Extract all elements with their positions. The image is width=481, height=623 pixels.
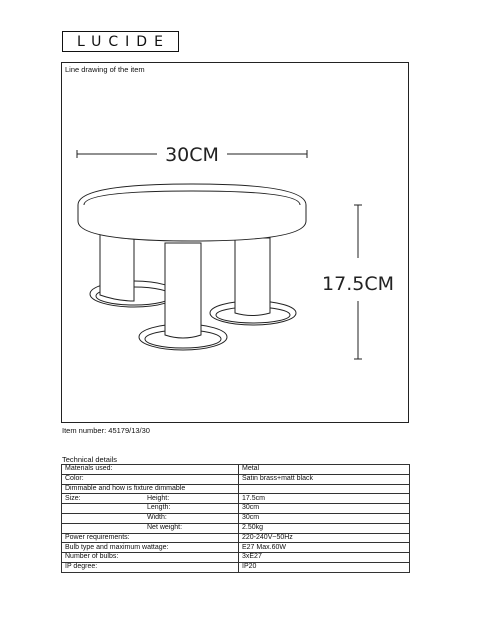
- spec-row: [62, 484, 410, 494]
- spec-row: [62, 513, 410, 523]
- cylinder-right: [235, 238, 270, 316]
- spec-sublabel: Width:: [147, 514, 167, 522]
- spec-label: Size:: [65, 494, 81, 502]
- spec-value: Metal: [239, 465, 410, 475]
- spec-label: Power requirements:: [65, 533, 130, 541]
- spec-label-cell: [62, 523, 239, 533]
- drawing-caption: Line drawing of the item: [65, 65, 145, 74]
- spec-label-cell: [62, 504, 239, 514]
- spec-value: Satin brass+matt black: [239, 474, 410, 484]
- spec-label: IP degree:: [65, 563, 98, 571]
- spec-value: 30cm: [239, 504, 410, 514]
- spec-sublabel: Height:: [147, 494, 170, 502]
- fixture-drawing: [62, 63, 410, 424]
- spec-row: [62, 474, 410, 484]
- spec-label-cell: [62, 474, 239, 484]
- spec-label-cell: [62, 484, 239, 494]
- spec-row: [62, 562, 410, 572]
- width-dimension-label: 30CM: [165, 144, 219, 166]
- spec-label: Bulb type and maximum wattage:: [65, 543, 169, 551]
- spec-row: [62, 494, 410, 504]
- spec-value: 3xE27: [239, 553, 410, 563]
- spec-row: [62, 533, 410, 543]
- spec-label-cell: [62, 465, 239, 475]
- spec-row: [62, 523, 410, 533]
- spec-row: [62, 504, 410, 514]
- spec-label: Color:: [65, 474, 84, 482]
- spec-row: [62, 553, 410, 563]
- spec-value: E27 Max.60W: [239, 543, 410, 553]
- spec-label-cell: [62, 494, 239, 504]
- spec-value: 220-240V~50Hz: [239, 533, 410, 543]
- spec-label-cell: [62, 543, 239, 553]
- spec-sublabel: Length:: [147, 504, 171, 512]
- spec-sublabel: Net weight:: [147, 523, 183, 531]
- item-number: Item number: 45179/13/30: [62, 426, 150, 435]
- height-dimension-label: 17.5CM: [322, 273, 394, 295]
- spec-value: 30cm: [239, 513, 410, 523]
- technical-details-table: [61, 464, 410, 573]
- technical-details-title: Technical details: [62, 455, 118, 464]
- spec-label: Materials used:: [65, 465, 113, 473]
- spec-row: [62, 465, 410, 475]
- line-drawing-panel: [61, 62, 409, 423]
- spec-value: IP20: [239, 562, 410, 572]
- top-plate: [78, 184, 306, 241]
- cylinder-front: [165, 243, 201, 338]
- spec-value: 17.5cm: [239, 494, 410, 504]
- spec-label-cell: [62, 553, 239, 563]
- spec-label-cell: [62, 533, 239, 543]
- spec-row: [62, 543, 410, 553]
- spec-label-cell: [62, 513, 239, 523]
- cylinder-left: [100, 233, 134, 301]
- spec-label-cell: [62, 562, 239, 572]
- spec-value: 2.50kg: [239, 523, 410, 533]
- spec-label: Dimmable and how is fixture dimmable: [65, 484, 186, 492]
- lucide-logo: LUCIDE: [62, 31, 179, 52]
- spec-label: Number of bulbs:: [65, 553, 119, 561]
- spec-value: [239, 484, 410, 494]
